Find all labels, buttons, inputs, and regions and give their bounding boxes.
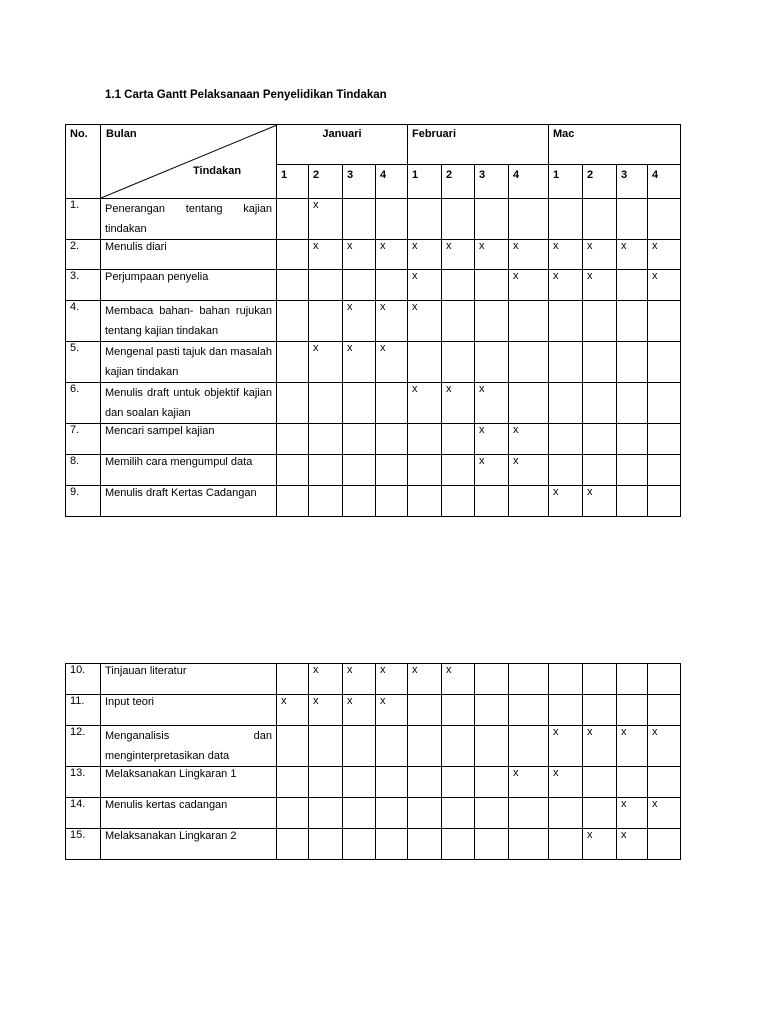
schedule-mark: x <box>343 240 376 270</box>
schedule-cell <box>509 301 549 342</box>
schedule-mark: x <box>376 240 408 270</box>
schedule-cell <box>583 798 617 829</box>
schedule-cell <box>309 455 343 486</box>
schedule-cell <box>442 455 475 486</box>
schedule-cell <box>277 199 309 240</box>
schedule-cell <box>442 342 475 383</box>
schedule-cell <box>442 829 475 860</box>
schedule-mark: x <box>277 695 309 726</box>
schedule-cell <box>475 664 509 695</box>
schedule-cell <box>376 270 408 301</box>
schedule-cell <box>408 695 442 726</box>
header-week: 2 <box>309 165 343 199</box>
schedule-cell <box>648 342 681 383</box>
schedule-cell <box>509 664 549 695</box>
schedule-cell <box>648 301 681 342</box>
schedule-cell <box>309 726 343 767</box>
schedule-mark: x <box>309 664 343 695</box>
schedule-mark: x <box>475 383 509 424</box>
schedule-cell <box>343 383 376 424</box>
schedule-mark: x <box>475 455 509 486</box>
schedule-cell <box>583 342 617 383</box>
schedule-cell <box>509 798 549 829</box>
schedule-mark: x <box>617 726 648 767</box>
schedule-cell <box>617 199 648 240</box>
schedule-cell <box>277 767 309 798</box>
schedule-cell <box>509 383 549 424</box>
schedule-cell <box>549 798 583 829</box>
table-row <box>66 301 681 342</box>
row-number: 13. <box>66 767 101 798</box>
header-tindakan: Tindakan <box>193 165 242 177</box>
schedule-cell <box>343 199 376 240</box>
schedule-cell <box>583 455 617 486</box>
table-row <box>66 270 681 301</box>
gantt-body-1 <box>66 199 681 517</box>
header-week: 1 <box>408 165 442 199</box>
row-number: 11. <box>66 695 101 726</box>
schedule-cell <box>617 664 648 695</box>
schedule-cell <box>309 829 343 860</box>
schedule-cell <box>549 301 583 342</box>
schedule-cell <box>442 301 475 342</box>
schedule-mark: x <box>549 767 583 798</box>
row-activity: Perjumpaan penyelia <box>101 270 277 301</box>
schedule-cell <box>309 798 343 829</box>
header-bulan: Bulan <box>106 128 137 140</box>
row-number: 1. <box>66 199 101 240</box>
schedule-mark: x <box>309 695 343 726</box>
schedule-cell <box>277 383 309 424</box>
schedule-cell <box>442 695 475 726</box>
schedule-cell <box>309 767 343 798</box>
row-activity: Melaksanakan Lingkaran 2 <box>101 829 277 860</box>
schedule-cell <box>376 424 408 455</box>
table-row <box>66 486 681 517</box>
schedule-cell <box>277 270 309 301</box>
schedule-cell <box>475 695 509 726</box>
header-week: 2 <box>583 165 617 199</box>
header-week: 4 <box>509 165 549 199</box>
schedule-cell <box>509 486 549 517</box>
schedule-cell <box>277 726 309 767</box>
schedule-cell <box>509 829 549 860</box>
schedule-mark: x <box>376 695 408 726</box>
table-row <box>66 767 681 798</box>
table-row <box>66 829 681 860</box>
schedule-mark: x <box>648 726 681 767</box>
schedule-mark: x <box>509 424 549 455</box>
schedule-cell <box>408 342 442 383</box>
schedule-cell <box>277 798 309 829</box>
row-number: 14. <box>66 798 101 829</box>
row-number: 10. <box>66 664 101 695</box>
schedule-mark: x <box>343 301 376 342</box>
schedule-cell <box>343 798 376 829</box>
schedule-cell <box>442 486 475 517</box>
schedule-mark: x <box>408 383 442 424</box>
schedule-cell <box>648 383 681 424</box>
schedule-cell <box>475 270 509 301</box>
header-week: 4 <box>376 165 408 199</box>
schedule-cell <box>408 767 442 798</box>
row-activity: Menulis draft Kertas Cadangan <box>101 486 277 517</box>
schedule-cell <box>408 455 442 486</box>
schedule-mark: x <box>549 270 583 301</box>
schedule-mark: x <box>343 695 376 726</box>
schedule-cell <box>277 240 309 270</box>
row-activity: Menulis kertas cadangan <box>101 798 277 829</box>
schedule-cell <box>376 199 408 240</box>
schedule-cell <box>475 726 509 767</box>
schedule-mark: x <box>309 342 343 383</box>
schedule-cell <box>617 424 648 455</box>
row-activity: Penerangan tentang kajian tindakan <box>101 199 277 240</box>
schedule-mark: x <box>509 767 549 798</box>
schedule-cell <box>583 199 617 240</box>
schedule-cell <box>549 829 583 860</box>
row-number: 8. <box>66 455 101 486</box>
schedule-cell <box>376 829 408 860</box>
schedule-cell <box>549 199 583 240</box>
schedule-cell <box>343 486 376 517</box>
schedule-mark: x <box>343 664 376 695</box>
schedule-cell <box>617 455 648 486</box>
schedule-cell <box>376 798 408 829</box>
schedule-mark: x <box>549 486 583 517</box>
page-title: 1.1 Carta Gantt Pelaksanaan Penyelidikan Tindakan <box>105 89 387 101</box>
header-week: 3 <box>343 165 376 199</box>
schedule-cell <box>408 424 442 455</box>
header-week: 3 <box>475 165 509 199</box>
schedule-cell <box>617 695 648 726</box>
schedule-mark: x <box>343 342 376 383</box>
schedule-cell <box>509 726 549 767</box>
schedule-mark: x <box>648 798 681 829</box>
schedule-cell <box>475 767 509 798</box>
schedule-cell <box>277 342 309 383</box>
schedule-mark: x <box>442 240 475 270</box>
schedule-cell <box>376 383 408 424</box>
schedule-mark: x <box>442 664 475 695</box>
header-bulan-tindakan <box>101 125 277 199</box>
schedule-cell <box>442 199 475 240</box>
schedule-cell <box>376 767 408 798</box>
header-week: 2 <box>442 165 475 199</box>
gantt-table-2 <box>65 663 681 860</box>
row-number: 15. <box>66 829 101 860</box>
table-row <box>66 726 681 767</box>
schedule-cell <box>509 199 549 240</box>
schedule-cell <box>376 455 408 486</box>
schedule-cell <box>442 270 475 301</box>
header-week: 1 <box>549 165 583 199</box>
schedule-cell <box>442 726 475 767</box>
schedule-cell <box>475 798 509 829</box>
header-week: 1 <box>277 165 309 199</box>
schedule-cell <box>617 383 648 424</box>
schedule-mark: x <box>583 270 617 301</box>
schedule-mark: x <box>408 240 442 270</box>
schedule-cell <box>583 695 617 726</box>
row-number: 2. <box>66 240 101 270</box>
gantt-table-1 <box>65 124 681 517</box>
schedule-cell <box>648 455 681 486</box>
schedule-cell <box>343 270 376 301</box>
schedule-cell <box>648 829 681 860</box>
header-no: No. <box>66 125 101 199</box>
schedule-mark: x <box>509 455 549 486</box>
row-activity: Menulis diari <box>101 240 277 270</box>
schedule-cell <box>277 455 309 486</box>
schedule-mark: x <box>509 240 549 270</box>
schedule-cell <box>277 424 309 455</box>
schedule-cell <box>442 424 475 455</box>
schedule-cell <box>376 486 408 517</box>
header-week: 4 <box>648 165 681 199</box>
schedule-cell <box>309 486 343 517</box>
schedule-mark: x <box>475 240 509 270</box>
table-row <box>66 695 681 726</box>
schedule-mark: x <box>549 726 583 767</box>
schedule-cell <box>309 270 343 301</box>
schedule-cell <box>475 342 509 383</box>
table-row <box>66 199 681 240</box>
schedule-cell <box>509 695 549 726</box>
schedule-cell <box>376 726 408 767</box>
schedule-mark: x <box>376 342 408 383</box>
schedule-cell <box>549 664 583 695</box>
row-activity: Input teori <box>101 695 277 726</box>
schedule-cell <box>475 486 509 517</box>
row-activity: Melaksanakan Lingkaran 1 <box>101 767 277 798</box>
schedule-mark: x <box>583 240 617 270</box>
schedule-cell <box>277 301 309 342</box>
row-number: 4. <box>66 301 101 342</box>
schedule-mark: x <box>583 829 617 860</box>
table-row <box>66 383 681 424</box>
schedule-cell <box>549 455 583 486</box>
schedule-mark: x <box>617 240 648 270</box>
schedule-cell <box>343 767 376 798</box>
schedule-cell <box>475 829 509 860</box>
schedule-cell <box>309 424 343 455</box>
schedule-cell <box>549 424 583 455</box>
schedule-cell <box>617 301 648 342</box>
schedule-cell <box>442 798 475 829</box>
schedule-mark: x <box>309 240 343 270</box>
row-number: 3. <box>66 270 101 301</box>
schedule-cell <box>617 270 648 301</box>
header-month-februari: Februari <box>408 125 549 165</box>
table-row <box>66 424 681 455</box>
schedule-cell <box>648 486 681 517</box>
schedule-mark: x <box>408 664 442 695</box>
schedule-cell <box>408 486 442 517</box>
schedule-cell <box>475 199 509 240</box>
schedule-cell <box>617 767 648 798</box>
schedule-mark: x <box>309 199 343 240</box>
table-row <box>66 798 681 829</box>
schedule-cell <box>583 383 617 424</box>
row-activity: Tinjauan literatur <box>101 664 277 695</box>
schedule-cell <box>408 798 442 829</box>
row-number: 5. <box>66 342 101 383</box>
schedule-cell <box>475 301 509 342</box>
schedule-cell <box>583 301 617 342</box>
schedule-cell <box>309 301 343 342</box>
schedule-cell <box>343 829 376 860</box>
schedule-mark: x <box>583 726 617 767</box>
row-number: 9. <box>66 486 101 517</box>
schedule-cell <box>583 767 617 798</box>
table-row <box>66 664 681 695</box>
table-row <box>66 455 681 486</box>
schedule-cell <box>277 664 309 695</box>
schedule-cell <box>648 695 681 726</box>
schedule-cell <box>408 199 442 240</box>
schedule-cell <box>648 199 681 240</box>
schedule-mark: x <box>376 301 408 342</box>
header-month-mac: Mac <box>549 125 681 165</box>
row-number: 7. <box>66 424 101 455</box>
schedule-cell <box>583 424 617 455</box>
schedule-mark: x <box>648 270 681 301</box>
schedule-cell <box>648 767 681 798</box>
schedule-cell <box>277 829 309 860</box>
schedule-cell <box>343 726 376 767</box>
row-number: 12. <box>66 726 101 767</box>
schedule-cell <box>442 767 475 798</box>
header-row-months <box>66 125 681 165</box>
table-row <box>66 240 681 270</box>
schedule-cell <box>343 455 376 486</box>
schedule-cell <box>277 486 309 517</box>
schedule-mark: x <box>442 383 475 424</box>
schedule-mark: x <box>583 486 617 517</box>
schedule-mark: x <box>617 798 648 829</box>
schedule-cell <box>509 342 549 383</box>
schedule-cell <box>408 726 442 767</box>
schedule-cell <box>617 342 648 383</box>
schedule-cell <box>549 695 583 726</box>
row-activity: Mencari sampel kajian <box>101 424 277 455</box>
row-activity: Mengenal pasti tajuk dan masalah kajian tindakan <box>101 342 277 383</box>
schedule-mark: x <box>408 301 442 342</box>
schedule-cell <box>309 383 343 424</box>
schedule-cell <box>648 424 681 455</box>
gantt-body-2 <box>66 664 681 860</box>
schedule-mark: x <box>509 270 549 301</box>
header-month-januari: Januari <box>277 125 408 165</box>
table-row <box>66 342 681 383</box>
schedule-mark: x <box>408 270 442 301</box>
row-activity: Membaca bahan- bahan rujukan tentang kajian tindakan <box>101 301 277 342</box>
header-week: 3 <box>617 165 648 199</box>
schedule-cell <box>583 664 617 695</box>
schedule-cell <box>343 424 376 455</box>
schedule-cell <box>549 342 583 383</box>
schedule-cell <box>617 486 648 517</box>
schedule-mark: x <box>549 240 583 270</box>
row-activity: Memilih cara mengumpul data <box>101 455 277 486</box>
schedule-mark: x <box>376 664 408 695</box>
schedule-mark: x <box>648 240 681 270</box>
schedule-cell <box>549 383 583 424</box>
row-number: 6. <box>66 383 101 424</box>
row-activity: Menulis draft untuk objektif kajian dan soalan kajian <box>101 383 277 424</box>
row-activity: Menganalisis dan menginterpretasikan data <box>101 726 277 767</box>
schedule-cell <box>648 664 681 695</box>
schedule-cell <box>408 829 442 860</box>
schedule-mark: x <box>475 424 509 455</box>
schedule-mark: x <box>617 829 648 860</box>
